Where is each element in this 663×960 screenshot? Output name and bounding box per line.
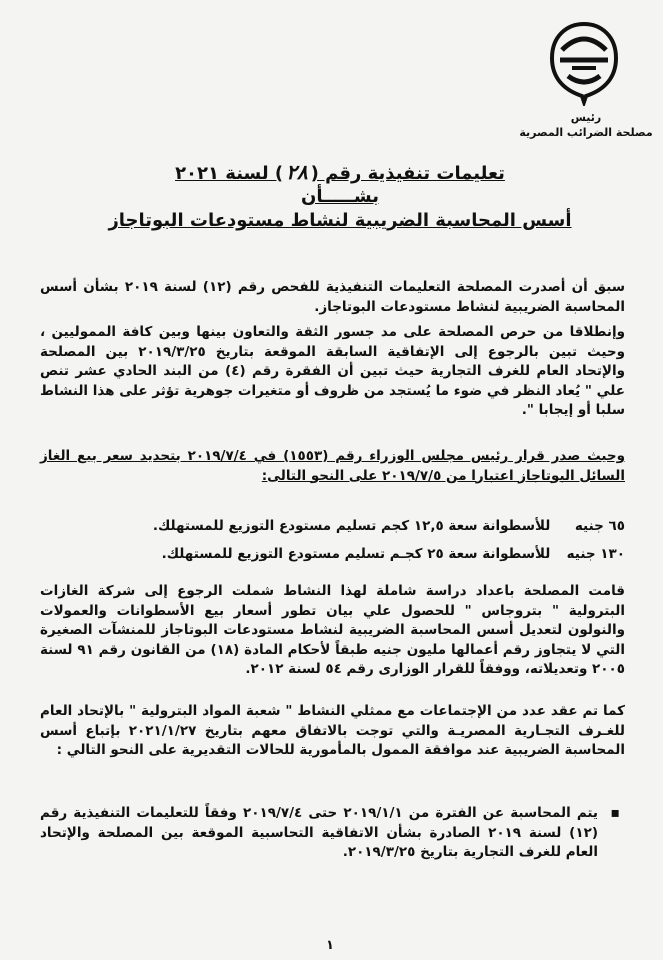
title-line-1 [80,160,600,186]
price-amount: ٦٥ جنيه [574,518,625,534]
page-number: ١ [326,938,334,953]
price-row [100,544,625,564]
paragraph-2: وإنطلاقا من حرص المصلحة على مد جسور الثقة والتعاون بينها وبين كافة المموليين ، وحيث تبين بالرجوع إلى الإتفاقية السابقة الموقعة بتاريخ ٢٠١٩/٣/٢٥ بين المصلحة والإتحاد العام للغرف التجارية حيث تبين أن الفقرة رقم (٤) من البند الحادي عشر تنص علي " يُعاد النظر في ضوء ما يُستجد من ظروف أو متغيرات جوهرية تؤثر على هذا النشاط سلبا أو إيجابا ". [40,324,626,418]
bullet-marker: ▪ [610,805,620,821]
document-title [80,160,600,234]
title-line-2: بشـــــأن [301,186,379,207]
authority-emblem [546,20,622,106]
issuer-title: رئيس [570,111,602,124]
bullet-item [40,804,620,863]
bullet-text: يتم المحاسبة عن الفترة من ٢٠١٩/١/١ حتى ٢٠١٩/٧/٤ وفقاً للتعليمات التنفيذية رقم (١٢) لسنة ٢٠١٩ الصادرة بشأن الاتفاقية التحاسبية الموقعة بين المصلحة والإتحاد العام للغرف التجارية بتاريخ ٢٠١٩/٣/٢٥. [40,805,598,860]
price-amount: ١٣٠ جنيه [566,546,625,562]
issuer-block [516,110,656,140]
handwritten-number: ٢٨ [286,160,308,184]
title-prefix: تعليمات تنفيذية رقم ( [310,163,505,184]
price-row [100,516,625,536]
paragraph-5: كما تم عقد عدد من الإجتماعات مع ممثلي النشاط " شعبة المواد البترولية " بالإتحاد العام للغـرف التجـارية المصريـة والتي توجت بالاتفاق معهم بتاريخ ٢٠٢١/١/٢٧ بإتباع أسس المحاسبة الضريبية عند موافقة الممول بالمأمورية للحالات التقديرية على النحو التالي : [40,703,625,758]
title-line-3: أسس المحاسبة الضريبية لنشاط مستودعات البوتاجاز [108,210,572,231]
paragraph-4: قامت المصلحة باعداد دراسة شاملة لهذا النشاط شملت الرجوع إلى شركة الغازات البترولية " بتروجاس " للحصول علي بيان تطور أسعار بيع الأسطوانات والعمولات والنولون لتعديل أسس المحاسبة الضريبية لنشاط مستودعات البوتاجاز للمنشآت الصغيرة التي لا يتجاوز رقم أعمالها مليون جنيه طبقاً لأحكام المادة (١٨) من القانون رقم ٩١ لسنة ٢٠٠٥ وتعديلاته، ووفقاً للقرار الوزارى رقم ٥٤ لسنة ٢٠١٢. [40,583,625,677]
paragraph-1: سبق أن أصدرت المصلحة التعليمات التنفيذية للفحص رقم (١٢) لسنة ٢٠١٩ بشأن أسس المحاسبة الضريبية لنشاط مستودعات البوتاجاز. [40,279,625,315]
paragraph-3: وحيث صدر قرار رئيس مجلس الوزراء رقم (١٥٥٣) في ٢٠١٩/٧/٤ بتحديد سعر بيع الغاز السائل البوتاجاز اعتبارا من ٢٠١٩/٧/٥ على النحو التالى: [40,448,626,484]
issuer-authority: مصلحة الضرائب المصرية [519,126,653,139]
price-description: للأسطوانة سعة ٢٥ كجـم تسليم مستودع التوزيع للمستهلك. [161,546,551,562]
title-suffix: ) لسنة ٢٠٢١ [175,163,284,184]
price-description: للأسطوانة سعة ١٢,٥ كجم تسليم مستودع التوزيع للمستهلك. [152,518,551,534]
